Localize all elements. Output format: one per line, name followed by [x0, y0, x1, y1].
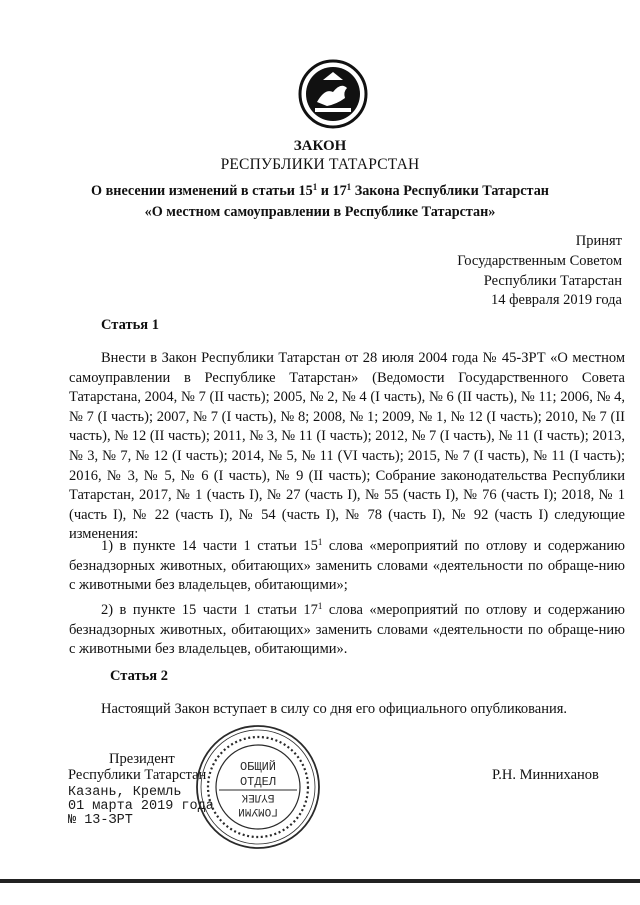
accepted-date: 14 февраля 2019 года: [490, 292, 622, 309]
law-heading: [0, 181, 640, 223]
law-heading-line2: «О местном самоуправлении в Республике Татарстан»: [144, 204, 496, 220]
stamp-line2: ОТДЕЛ: [239, 775, 277, 789]
article-2-title: Статья 2: [110, 668, 168, 684]
accepted-line: Республики Татарстан: [483, 272, 622, 289]
signature-number: № 13-ЗРТ: [68, 813, 133, 828]
signature-date: 01 марта 2019 года: [68, 799, 214, 814]
bottom-border-line: [0, 879, 640, 883]
stamp-line3: ГОМУМИ: [238, 805, 278, 817]
signature-name: Р.Н. Минниханов: [492, 767, 599, 783]
article-2-text: Настоящий Закон вступает в силу со дня его официального опубликования.: [101, 701, 568, 717]
signature-position-line1: Президент: [109, 751, 175, 767]
law-heading-line1: О внесении изменений в статьи $15^1$ и $17^1$ Закона Республики Татарстан: [91, 182, 549, 199]
signature-position-line2: Республики Татарстан: [68, 767, 207, 783]
article-1-title: Статья 1: [101, 317, 159, 333]
official-stamp: [193, 722, 323, 852]
accepted-line: Государственным Советом: [457, 252, 622, 269]
article-1-intro: Внести в Закон Республики Татарстан от 28 июля 2004 года № 45-ЗРТ «О местном самоуправлении в Республике Татарстан» (Ведомости Государственного Совета Татарстана, 2004, № 7 (II часть); 2005, № 2, № 4 (I часть), № 6 (II часть), № 11; 2006, № 4, № 7 (I часть); 2007, № 7 (I часть), № 8; 2008, № 1; 2009, № 1, № 12 (I часть); 2010, № 7 (II часть), № 12 (II часть); 2011, № 3, № 11 (I часть); 2012, № 7 (I часть), № 11 (I часть); 2013, № 3, № 7, № 12 (I часть); 2014, № 5, № 11 (VI часть); 2015, № 7 (I часть), № 11 (I часть); 2016, № 3, № 5, № 6 (I часть), № 9 (II часть); Собрание законодательства Республики Татарстан, 2017, № 1 (часть I), № 27 (часть I), № 55 (часть I), № 76 (часть I); 2018, № 1 (часть I), № 22 (часть I), № 54 (часть I), № 78 (часть I), № 92 (часть I) следующие изменения:: [69, 350, 625, 543]
law-title: ЗАКОН: [293, 138, 347, 154]
coat-of-arms-emblem: [297, 58, 369, 130]
stamp-line1: ОБЩИЙ: [239, 760, 277, 774]
stamp-line4: БҮЛЕК: [241, 791, 275, 803]
acceptance-block: [457, 232, 622, 311]
article-1-item-2: 2) в пункте 15 части 1 статьи $17^1$ слова «мероприятий по отлову и содержанию безнадзорных животных, обитающих» заменить словами «деятельности по обраще-нию с животными без владельцев, обитающими».: [69, 601, 625, 658]
article-1-item-1: 1) в пункте 14 части 1 статьи $15^1$ слова «мероприятий по отлову и содержанию безнадзорных животных, обитающих» заменить словами «деятельности по обраще-нию с животными без владельцев, обитающими»;: [69, 537, 625, 594]
law-subtitle: РЕСПУБЛИКИ ТАТАРСТАН: [220, 156, 420, 173]
signature-place: Казань, Кремль: [68, 785, 182, 800]
accepted-line: Принят: [575, 233, 622, 249]
